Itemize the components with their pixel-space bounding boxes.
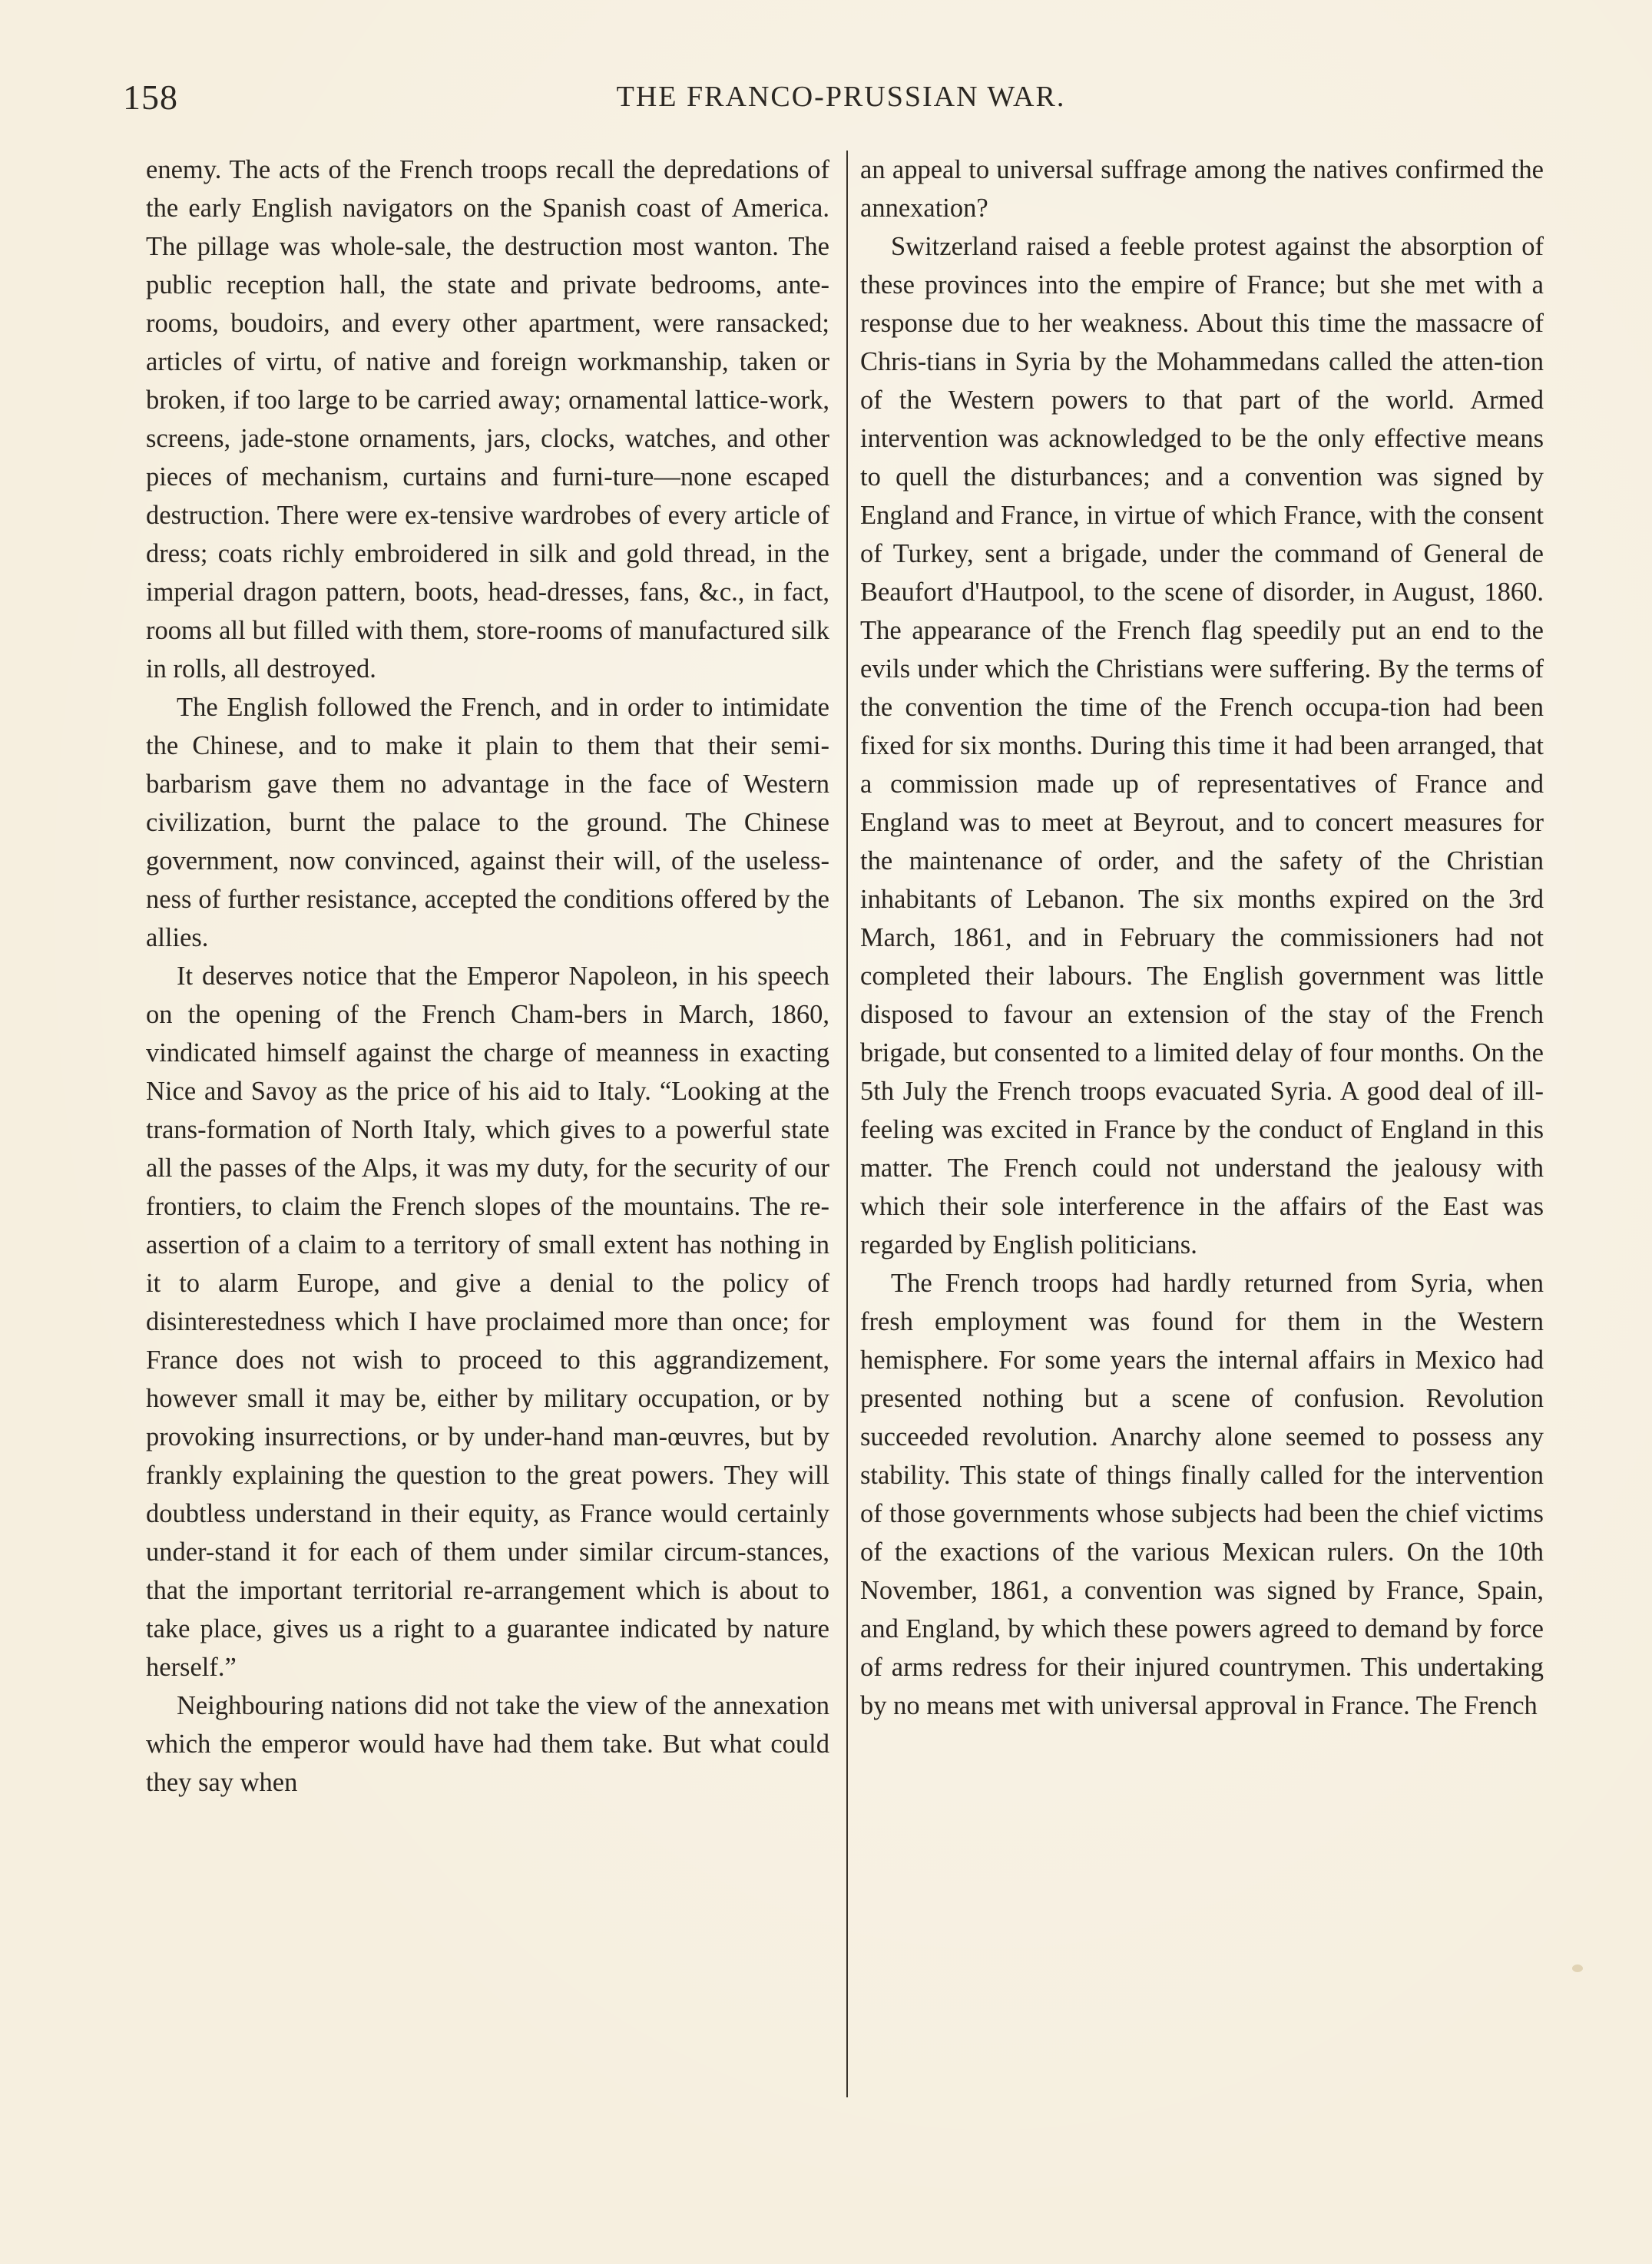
running-title: THE FRANCO-PRUSSIAN WAR. xyxy=(616,81,1066,113)
paragraph: an appeal to universal suffrage among the natives confirmed the annexation? xyxy=(860,155,1544,223)
paragraph: The French troops had hardly returned from Syria, when fresh employment was found for them in the Western hemisphere. For some years the internal affairs in Mexico had presented nothing but a scene of confusion. Revolution succeeded revolution. Anarchy alone seemed to possess any stability. This state of things finally called for the intervention of those governments whose subjects had been the chief victims of the exactions of the various Mexican rulers. On the 10th November, 1861, a convention was signed by France, Spain, and England, by which these powers agreed to demand by force of arms redress for their injured countrymen. This undertaking by no means met with universal approval in France. The French xyxy=(860,1269,1544,1720)
paper-stain xyxy=(1572,1964,1583,1972)
page-number: 158 xyxy=(123,78,178,117)
paragraph: Neighbouring nations did not take the view of the annexation which the emperor would have had them take. But what could they say when xyxy=(146,1691,829,1797)
paragraph: The English followed the French, and in order to intimidate the Chinese, and to make it plain to them that their semi-barbarism gave them no advantage in the face of Western civilization, burnt the palace to the ground. The Chinese government, now convinced, against their will, of the useless-ness of further resistance, accepted the conditions offered by the allies. xyxy=(146,693,829,952)
left-column xyxy=(146,151,829,2117)
paragraph: enemy. The acts of the French troops recall the depredations of the early English navigators on the Spanish coast of America. The pillage was whole-sale, the destruction most wanton. The public reception hall, the state and private bedrooms, ante-rooms, boudoirs, and every other apartment, were ransacked; articles of virtu, of native and foreign workmanship, taken or broken, if too large to be carried away; ornamental lattice-work, screens, jade-stone ornaments, jars, clocks, watches, and other pieces of mechanism, curtains and furni-ture—none escaped destruction. There were ex-tensive wardrobes of every article of dress; coats richly embroidered in silk and gold thread, in the imperial dragon pattern, boots, head-dresses, fans, &c., in fact, rooms all but filled with them, store-rooms of manufactured silk in rolls, all destroyed. xyxy=(146,155,829,684)
paragraph: Switzerland raised a feeble protest against the absorption of these provinces into the empire of France; but she met with a response due to her weakness. About this time the massacre of Chris-tians in Syria by the Mohammedans called the atten-tion of the Western powers to that part of the world. Armed intervention was acknowledged to be the only effective means to quell the disturbances; and a convention was signed by England and France, in virtue of which France, with the consent of Turkey, sent a brigade, under the command of General de Beaufort d'Hautpool, to the scene of disorder, in August, 1860. The appearance of the French flag speedily put an end to the evils under which the Christians were suffering. By the terms of the convention the time of the French occupa-tion had been fixed for six months. During this time it had been arranged, that a commission made up of representatives of France and England was to meet at Beyrout, and to concert measures for the maintenance of order, and the safety of the Christian inhabitants of Lebanon. The six months expired on the 3rd March, 1861, and in February the commissioners had not completed their labours. The English government was little disposed to favour an extension of the stay of the French brigade, but consented to a limited delay of four months. On the 5th July the French troops evacuated Syria. A good deal of ill-feeling was excited in France by the conduct of England in this matter. The French could not understand the jealousy with which their sole interference in the affairs of the East was regarded by English politicians. xyxy=(860,232,1544,1259)
paragraph: It deserves notice that the Emperor Napoleon, in his speech on the opening of the French Cham-bers in March, 1860, vindicated himself against the charge of meanness in exacting Nice and Savoy as the price of his aid to Italy. “Looking at the trans-formation of North Italy, which gives to a powerful state all the passes of the Alps, it was my duty, for the security of our frontiers, to claim the French slopes of the mountains. The re-assertion of a claim to a territory of small extent has nothing in it to alarm Europe, and give a denial to the policy of disinterestedness which I have proclaimed more than once; for France does not wish to proceed to this aggrandizement, however small it may be, either by military occupation, or by provoking insurrections, or by under-hand man-œuvres, but by frankly explaining the question to the great powers. They will doubtless understand in their equity, as France would certainly under-stand it for each of them under similar circum-stances, that the important territorial re-arrangement which is about to take place, gives us a right to a guarantee indicated by nature herself.” xyxy=(146,962,829,1682)
right-column xyxy=(860,151,1544,2117)
column-divider xyxy=(846,151,848,2097)
page-header xyxy=(123,77,1559,131)
